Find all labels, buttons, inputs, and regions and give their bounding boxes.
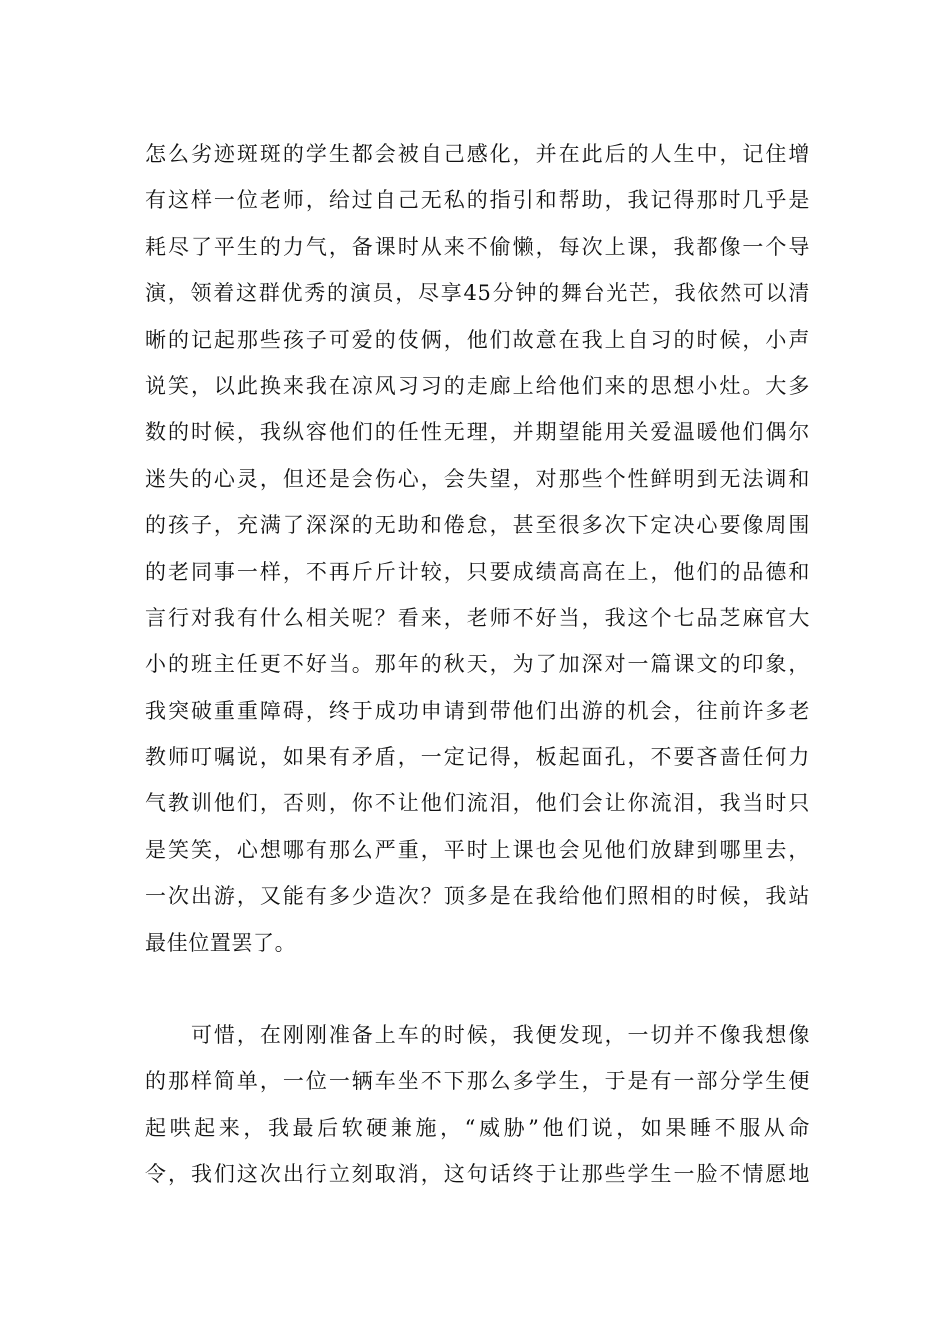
paragraph-line: 迷失的心灵，但还是会伤心，会失望，对那些个性鲜明到无法调和 bbox=[145, 466, 810, 491]
paragraph-line: 一次出游，又能有多少造次？顶多是在我给他们照相的时候，我站 bbox=[145, 884, 810, 909]
paragraph-line: 起哄起来，我最后软硬兼施，“威胁”他们说，如果睡不服从命 bbox=[145, 1115, 810, 1140]
paragraph-line: 言行对我有什么相关呢？看来，老师不好当，我这个七品芝麻官大 bbox=[145, 605, 810, 630]
paragraph-line: 演，领着这群优秀的演员，尽享45分钟的舞台光芒，我依然可以清 bbox=[145, 281, 810, 306]
paragraph-line: 的那样简单，一位一辆车坐不下那么多学生，于是有一部分学生便 bbox=[145, 1069, 810, 1094]
paragraph-line: 最佳位置罢了。 bbox=[145, 930, 297, 955]
paragraph-line: 教师叮嘱说，如果有矛盾，一定记得，板起面孔，不要吝啬任何力 bbox=[145, 745, 810, 770]
paragraph-2 bbox=[145, 1012, 810, 1198]
paragraph-line: 是笑笑，心想哪有那么严重，平时上课也会见他们放肆到哪里去， bbox=[145, 837, 810, 862]
paragraph-line: 怎么劣迹斑斑的学生都会被自己感化，并在此后的人生中，记住增 bbox=[145, 142, 810, 166]
paragraph-1 bbox=[145, 131, 810, 966]
paragraph-line: 我突破重重障碍，终于成功申请到带他们出游的机会，往前许多老 bbox=[145, 698, 810, 723]
paragraph-line: 晰的记起那些孩子可爱的伎俩，他们故意在我上自习的时候，小声 bbox=[145, 327, 810, 352]
paragraph-line: 可惜，在刚刚准备上车的时候，我便发现，一切并不像我想像 bbox=[145, 1023, 810, 1047]
paragraph-line: 气教训他们，否则，你不让他们流泪，他们会让你流泪，我当时只 bbox=[145, 791, 810, 816]
paragraph-line: 小的班主任更不好当。那年的秋天，为了加深对一篇课文的印象， bbox=[145, 652, 810, 677]
paragraph-line: 令，我们这次出行立刻取消，这句话终于让那些学生一脸不情愿地 bbox=[145, 1162, 810, 1187]
paragraph-line: 有这样一位老师，给过自己无私的指引和帮助，我记得那时几乎是 bbox=[145, 188, 810, 213]
paragraph-line: 的老同事一样，不再斤斤计较，只要成绩高高在上，他们的品德和 bbox=[145, 559, 810, 584]
paragraph-line: 耗尽了平生的力气，备课时从来不偷懒，每次上课，我都像一个导 bbox=[145, 234, 810, 259]
paragraph-line: 数的时候，我纵容他们的任性无理，并期望能用关爱温暖他们偶尔 bbox=[145, 420, 810, 445]
paragraph-line: 说笑，以此换来我在凉风习习的走廊上给他们来的思想小灶。大多 bbox=[145, 373, 810, 398]
paragraph-line: 的孩子，充满了深深的无助和倦怠，甚至很多次下定决心要像周围 bbox=[145, 513, 810, 538]
